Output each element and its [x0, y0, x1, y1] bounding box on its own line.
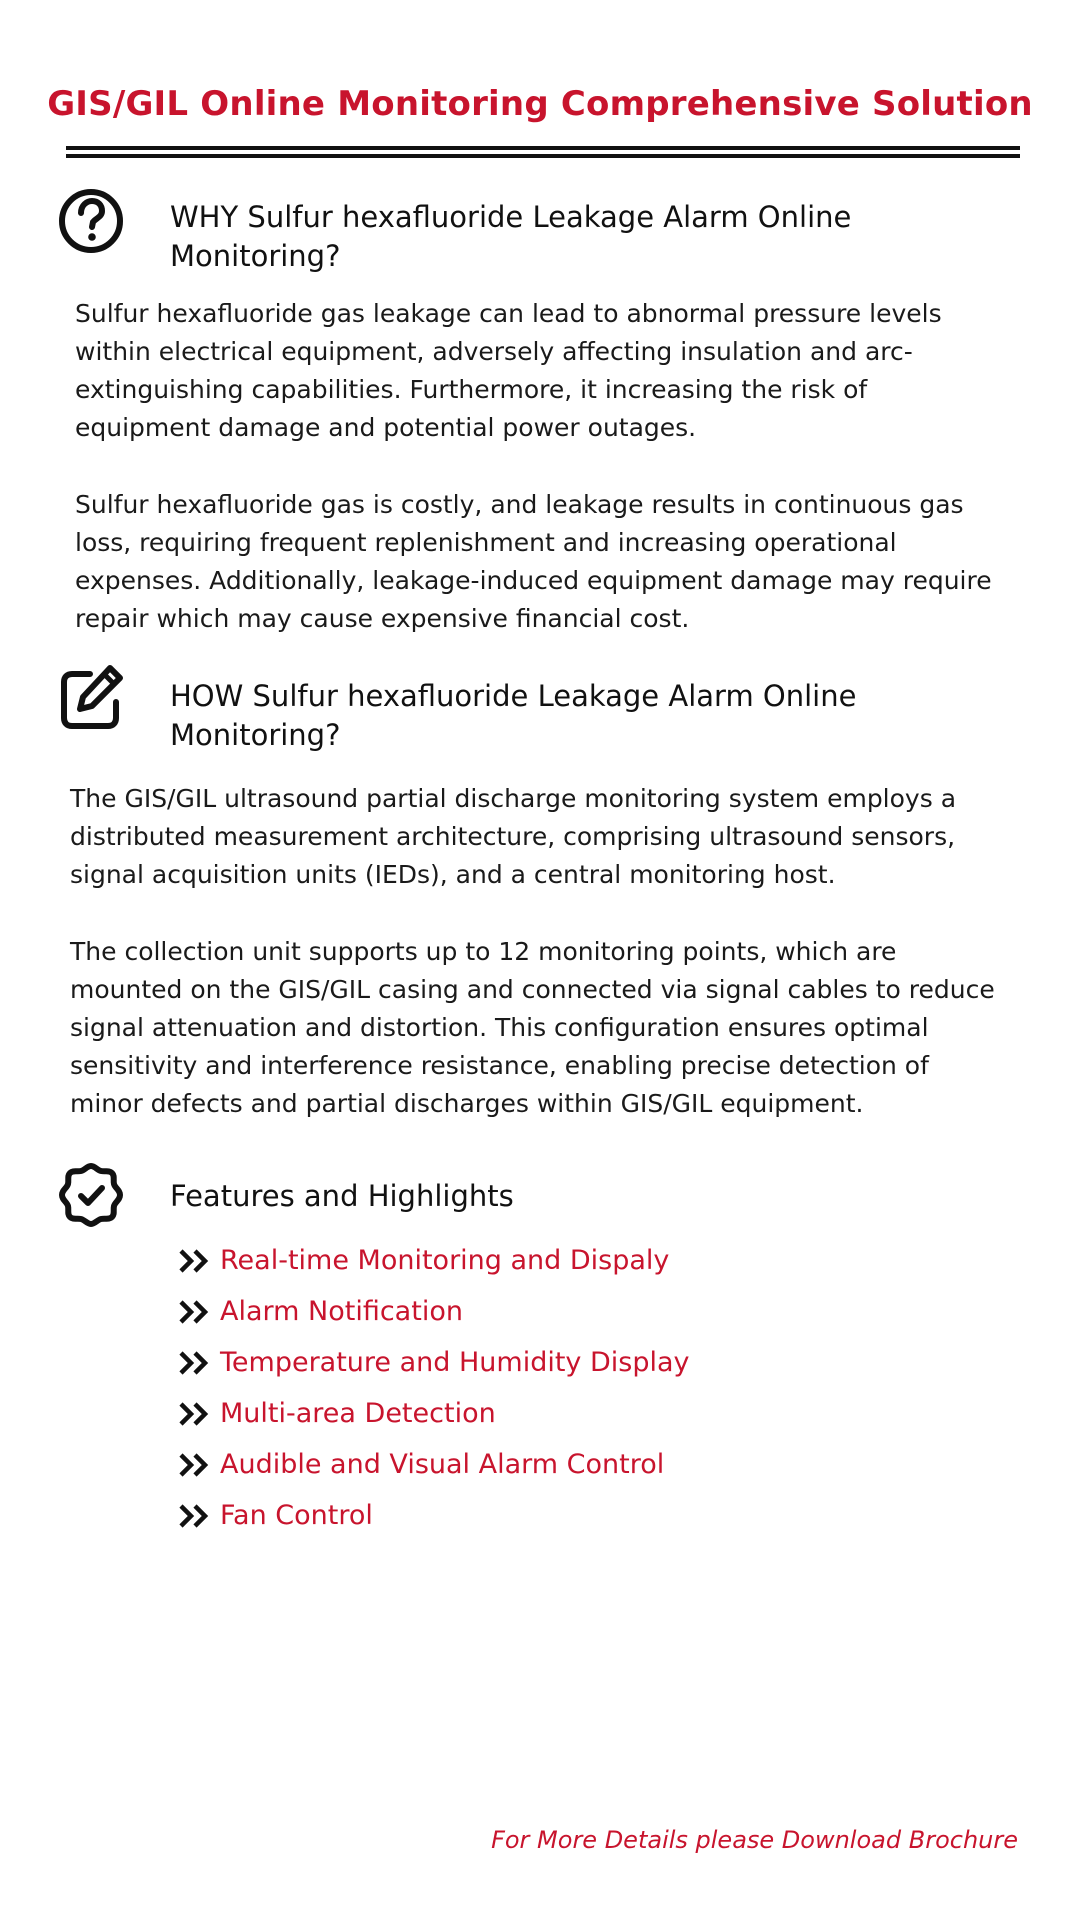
- edit-pencil-icon: [56, 662, 126, 732]
- feature-item: [178, 1490, 690, 1541]
- features-section-heading: Features and Highlights: [170, 1179, 514, 1213]
- question-circle-icon: [56, 186, 126, 256]
- download-brochure-link[interactable]: For More Details please Download Brochure: [491, 1826, 1018, 1854]
- feature-item: [178, 1388, 690, 1439]
- double-chevron-right-icon: [178, 1247, 212, 1275]
- page-title: GIS/GIL Online Monitoring Comprehensive Solution: [47, 84, 1033, 124]
- feature-item: [178, 1337, 690, 1388]
- verified-badge-icon: [56, 1160, 126, 1230]
- title-divider-top: [66, 146, 1020, 150]
- feature-item: [178, 1439, 690, 1490]
- double-chevron-right-icon: [178, 1451, 212, 1479]
- why-section-heading: WHY Sulfur hexafluoride Leakage Alarm Online Monitoring?: [170, 200, 852, 273]
- feature-label: Alarm Notification: [220, 1296, 463, 1327]
- double-chevron-right-icon: [178, 1502, 212, 1530]
- title-divider-bottom: [66, 154, 1020, 158]
- feature-label: Multi-area Detection: [220, 1398, 496, 1429]
- how-paragraph-1: The GIS/GIL ultrasound partial discharge monitoring system employs a distributed measurement architecture, comprising ultrasound sensors, signal acquisition units (IEDs), and a central monitoring host.: [70, 784, 957, 889]
- feature-label: Fan Control: [220, 1500, 373, 1531]
- double-chevron-right-icon: [178, 1400, 212, 1428]
- double-chevron-right-icon: [178, 1298, 212, 1326]
- how-paragraph-2: The collection unit supports up to 12 monitoring points, which are mounted on the GIS/GIL casing and connected via signal cables to reduce signal attenuation and distortion. This configuration ensures optimal sensitivity and interference resistance, enabling precise detection of minor defects and partial discharges within GIS/GIL equipment.: [70, 937, 995, 1118]
- double-chevron-right-icon: [178, 1349, 212, 1377]
- how-section-heading: HOW Sulfur hexafluoride Leakage Alarm Online Monitoring?: [170, 679, 857, 752]
- feature-label: Temperature and Humidity Display: [220, 1347, 690, 1378]
- why-paragraph-1: Sulfur hexafluoride gas leakage can lead to abnormal pressure levels within electrical equipment, adversely affecting insulation and arc- extinguishing capabilities. Furthermore, it increasing the risk of equipment damage and potential power outages.: [75, 299, 942, 442]
- features-list: [178, 1235, 690, 1541]
- feature-item: [178, 1286, 690, 1337]
- why-paragraph-2: Sulfur hexafluoride gas is costly, and leakage results in continuous gas loss, requiring frequent replenishment and increasing operational expenses. Additionally, leakage-induced equipment damage may require repair which may cause expensive financial cost.: [75, 490, 992, 633]
- feature-label: Real-time Monitoring and Dispaly: [220, 1245, 670, 1276]
- feature-item: [178, 1235, 690, 1286]
- feature-label: Audible and Visual Alarm Control: [220, 1449, 665, 1480]
